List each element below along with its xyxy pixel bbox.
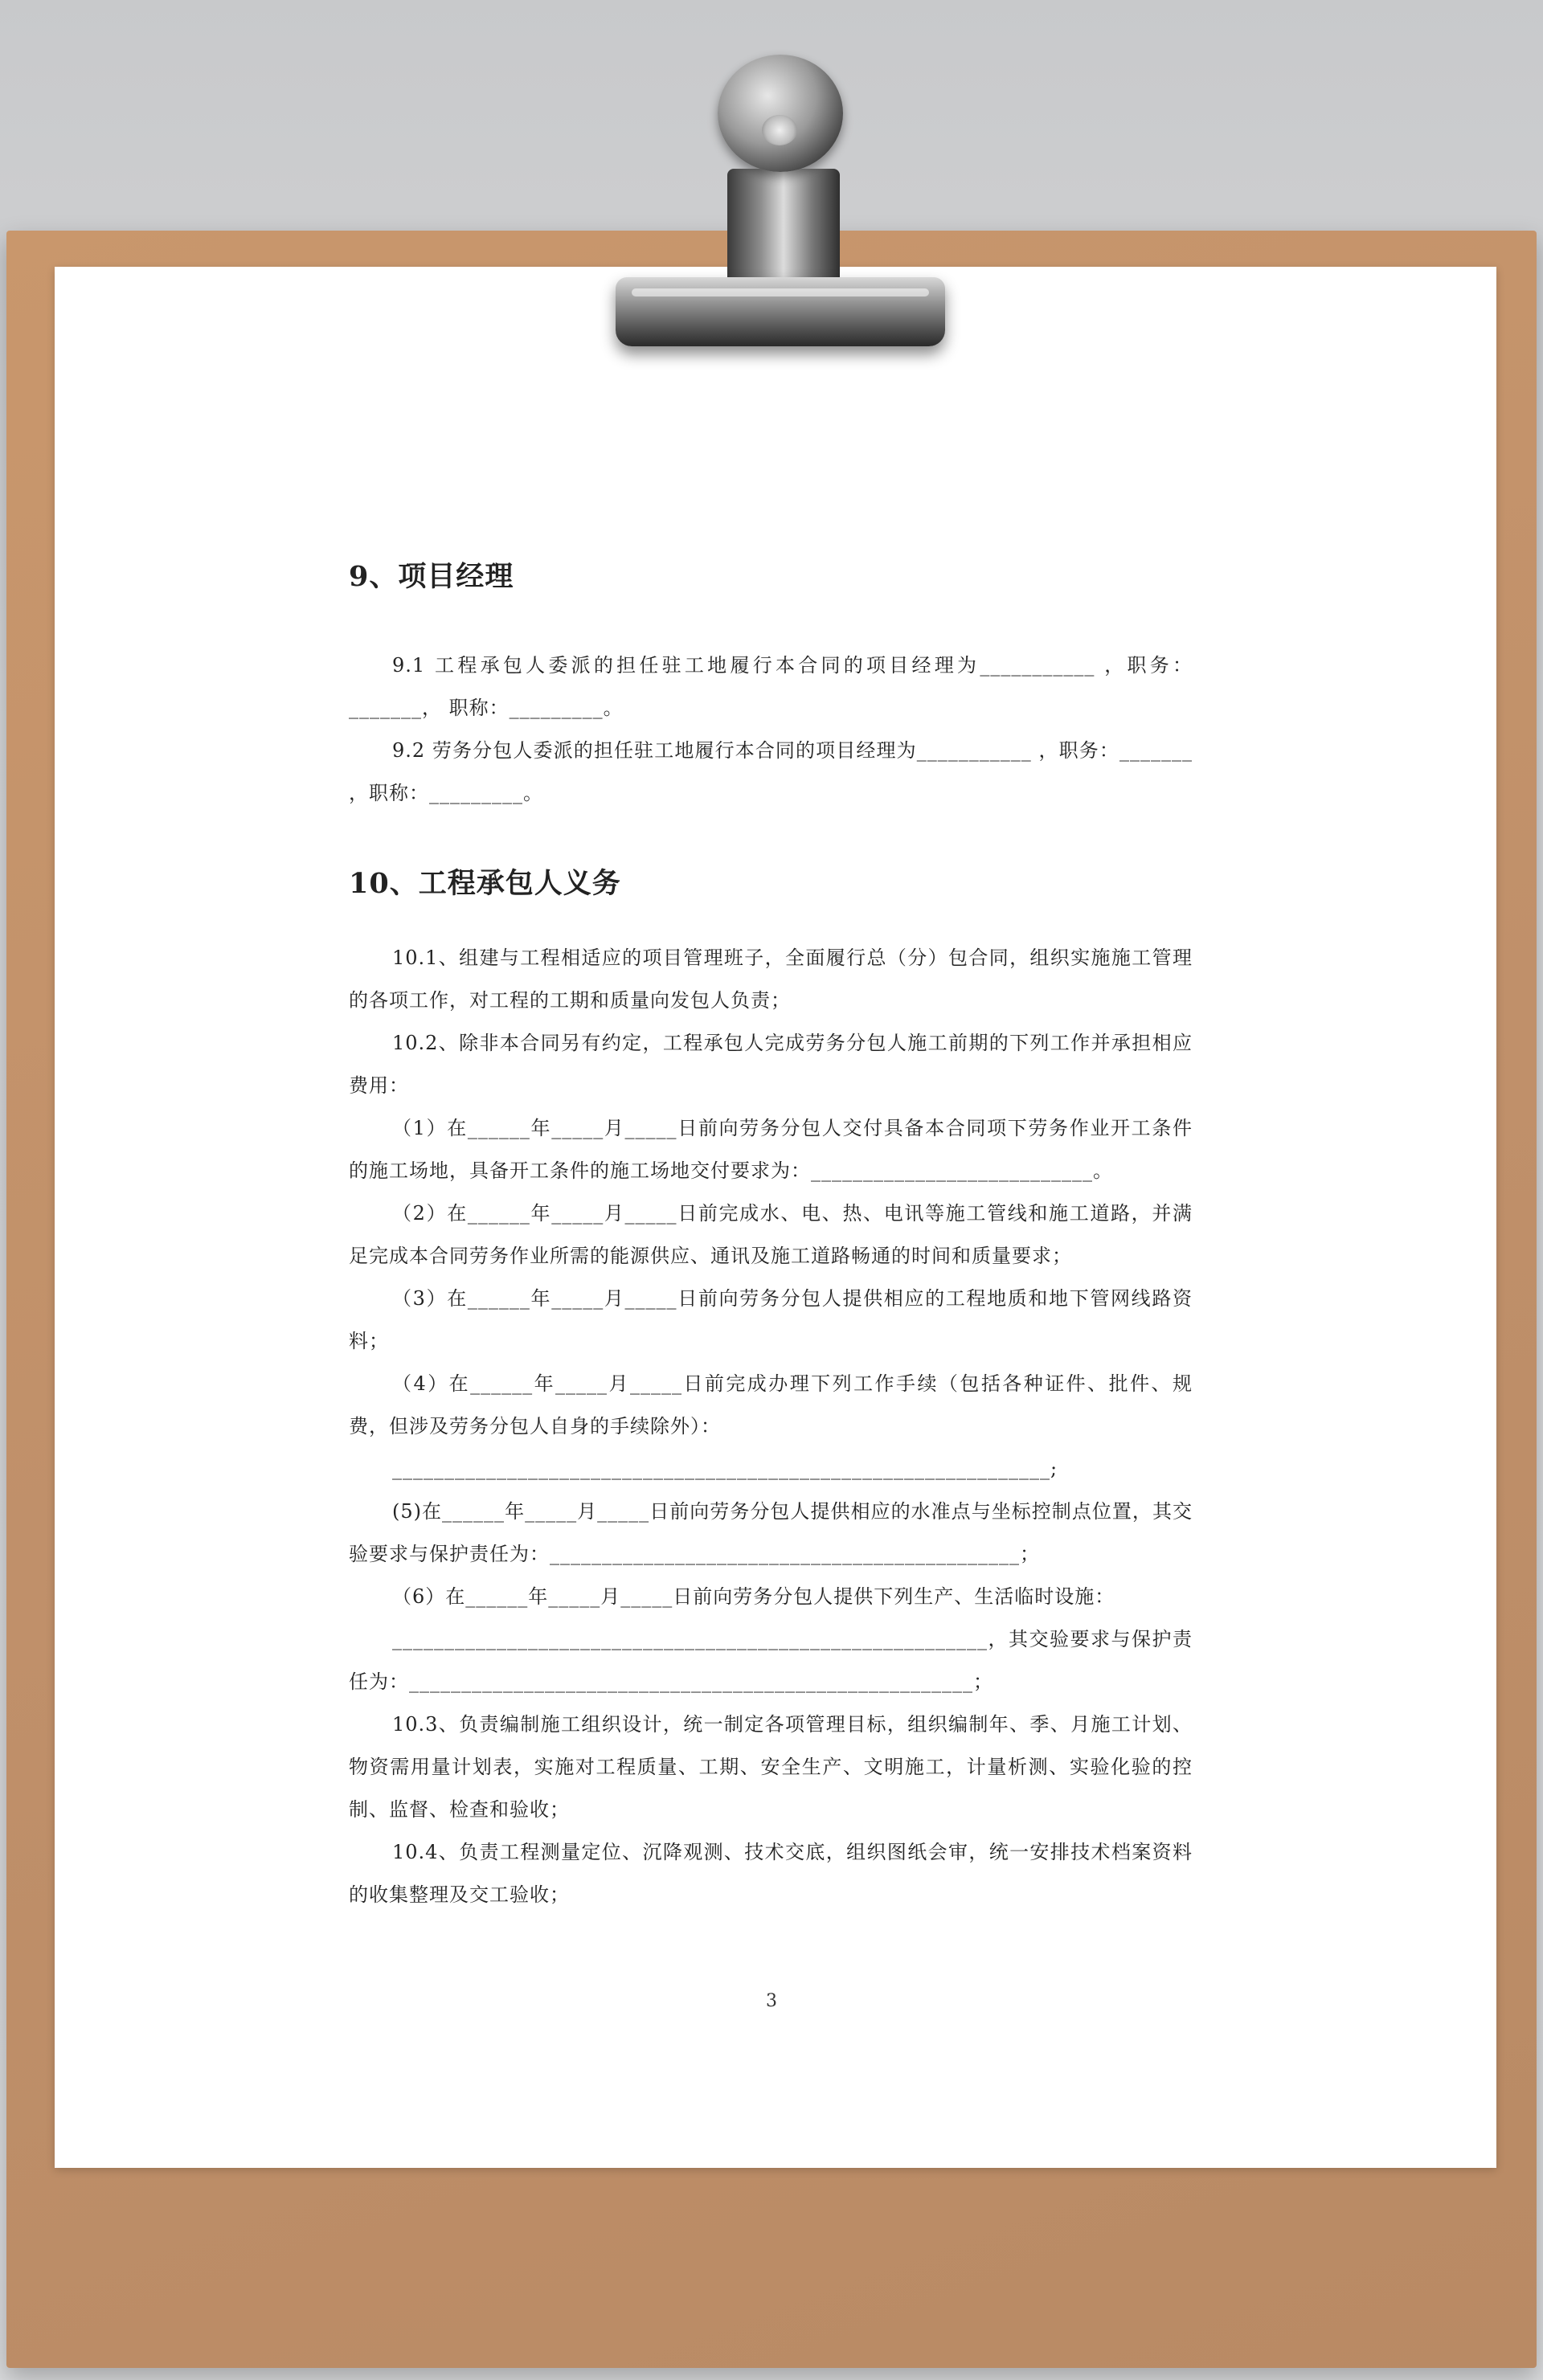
clause-10-2-4: （4）在______年_____月_____日前完成办理下列工作手续（包括各种证件、批件、规费，但涉及劳务分包人自身的手续除外）：: [349, 1372, 1193, 1437]
clause-10-2-6-blank: _________________________________________________________，其交验要求与保护责任为：______________________________________________________；: [349, 1628, 1193, 1693]
clause-10-2-2: （2）在______年_____月_____日前完成水、电、热、电讯等施工管线和施工道路，并满足完成本合同劳务作业所需的能源供应、通讯及施工道路畅通的时间和质量要求；: [349, 1202, 1193, 1267]
clip-stem: [727, 169, 840, 289]
clause-10-2-3: （3）在______年_____月_____日前向劳务分包人提供相应的工程地质和地下管网线路资料；: [349, 1287, 1193, 1352]
section-10-heading: 10、工程承包人义务: [349, 867, 621, 900]
clause-10-2: 10.2、除非本合同另有约定，工程承包人完成劳务分包人施工前期的下列工作并承担相应费用：: [349, 1032, 1193, 1097]
clause-9-1: 9.1 工程承包人委派的担任驻工地履行本合同的项目经理为___________ ，职务：_______， 职称：_________。: [349, 654, 1193, 719]
clause-10-2-1: （1）在______年_____月_____日前向劳务分包人交付具备本合同项下劳务作业开工条件的施工场地，具备开工条件的施工场地交付要求为：___________________________。: [349, 1117, 1193, 1182]
binder-clip-icon: [616, 277, 945, 346]
clause-10-3: 10.3、负责编制施工组织设计，统一制定各项管理目标，组织编制年、季、月施工计划、物资需用量计划表，实施对工程质量、工期、安全生产、文明施工，计量析测、实验化验的控制、监督、检查和验收；: [349, 1713, 1193, 1821]
clause-10-4: 10.4、负责工程测量定位、沉降观测、技术交底，组织图纸会审，统一安排技术档案资料的收集整理及交工验收；: [349, 1841, 1193, 1906]
section-9-heading: 9、项目经理: [349, 560, 514, 593]
page-number: 3: [766, 1991, 777, 2011]
clause-10-2-5: (5)在______年_____月_____日前向劳务分包人提供相应的水准点与坐标控制点位置，其交验要求与保护责任为：_____________________________________________；: [349, 1500, 1193, 1565]
document-body: [349, 554, 1193, 1916]
clip-ring: [718, 55, 843, 172]
clause-10-1: 10.1、组建与工程相适应的项目管理班子，全面履行总（分）包合同，组织实施施工管理的各项工作，对工程的工期和质量向发包人负责；: [349, 947, 1193, 1012]
clip-hole: [762, 115, 797, 145]
clause-10-2-4-blank: _______________________________________________________________;: [392, 1458, 1058, 1480]
clause-10-2-6: （6）在______年_____月_____日前向劳务分包人提供下列生产、生活临时设施：: [392, 1585, 1115, 1608]
clause-9-2: 9.2 劳务分包人委派的担任驻工地履行本合同的项目经理为___________ ，职务：_______ ，职称：_________。: [349, 739, 1193, 804]
